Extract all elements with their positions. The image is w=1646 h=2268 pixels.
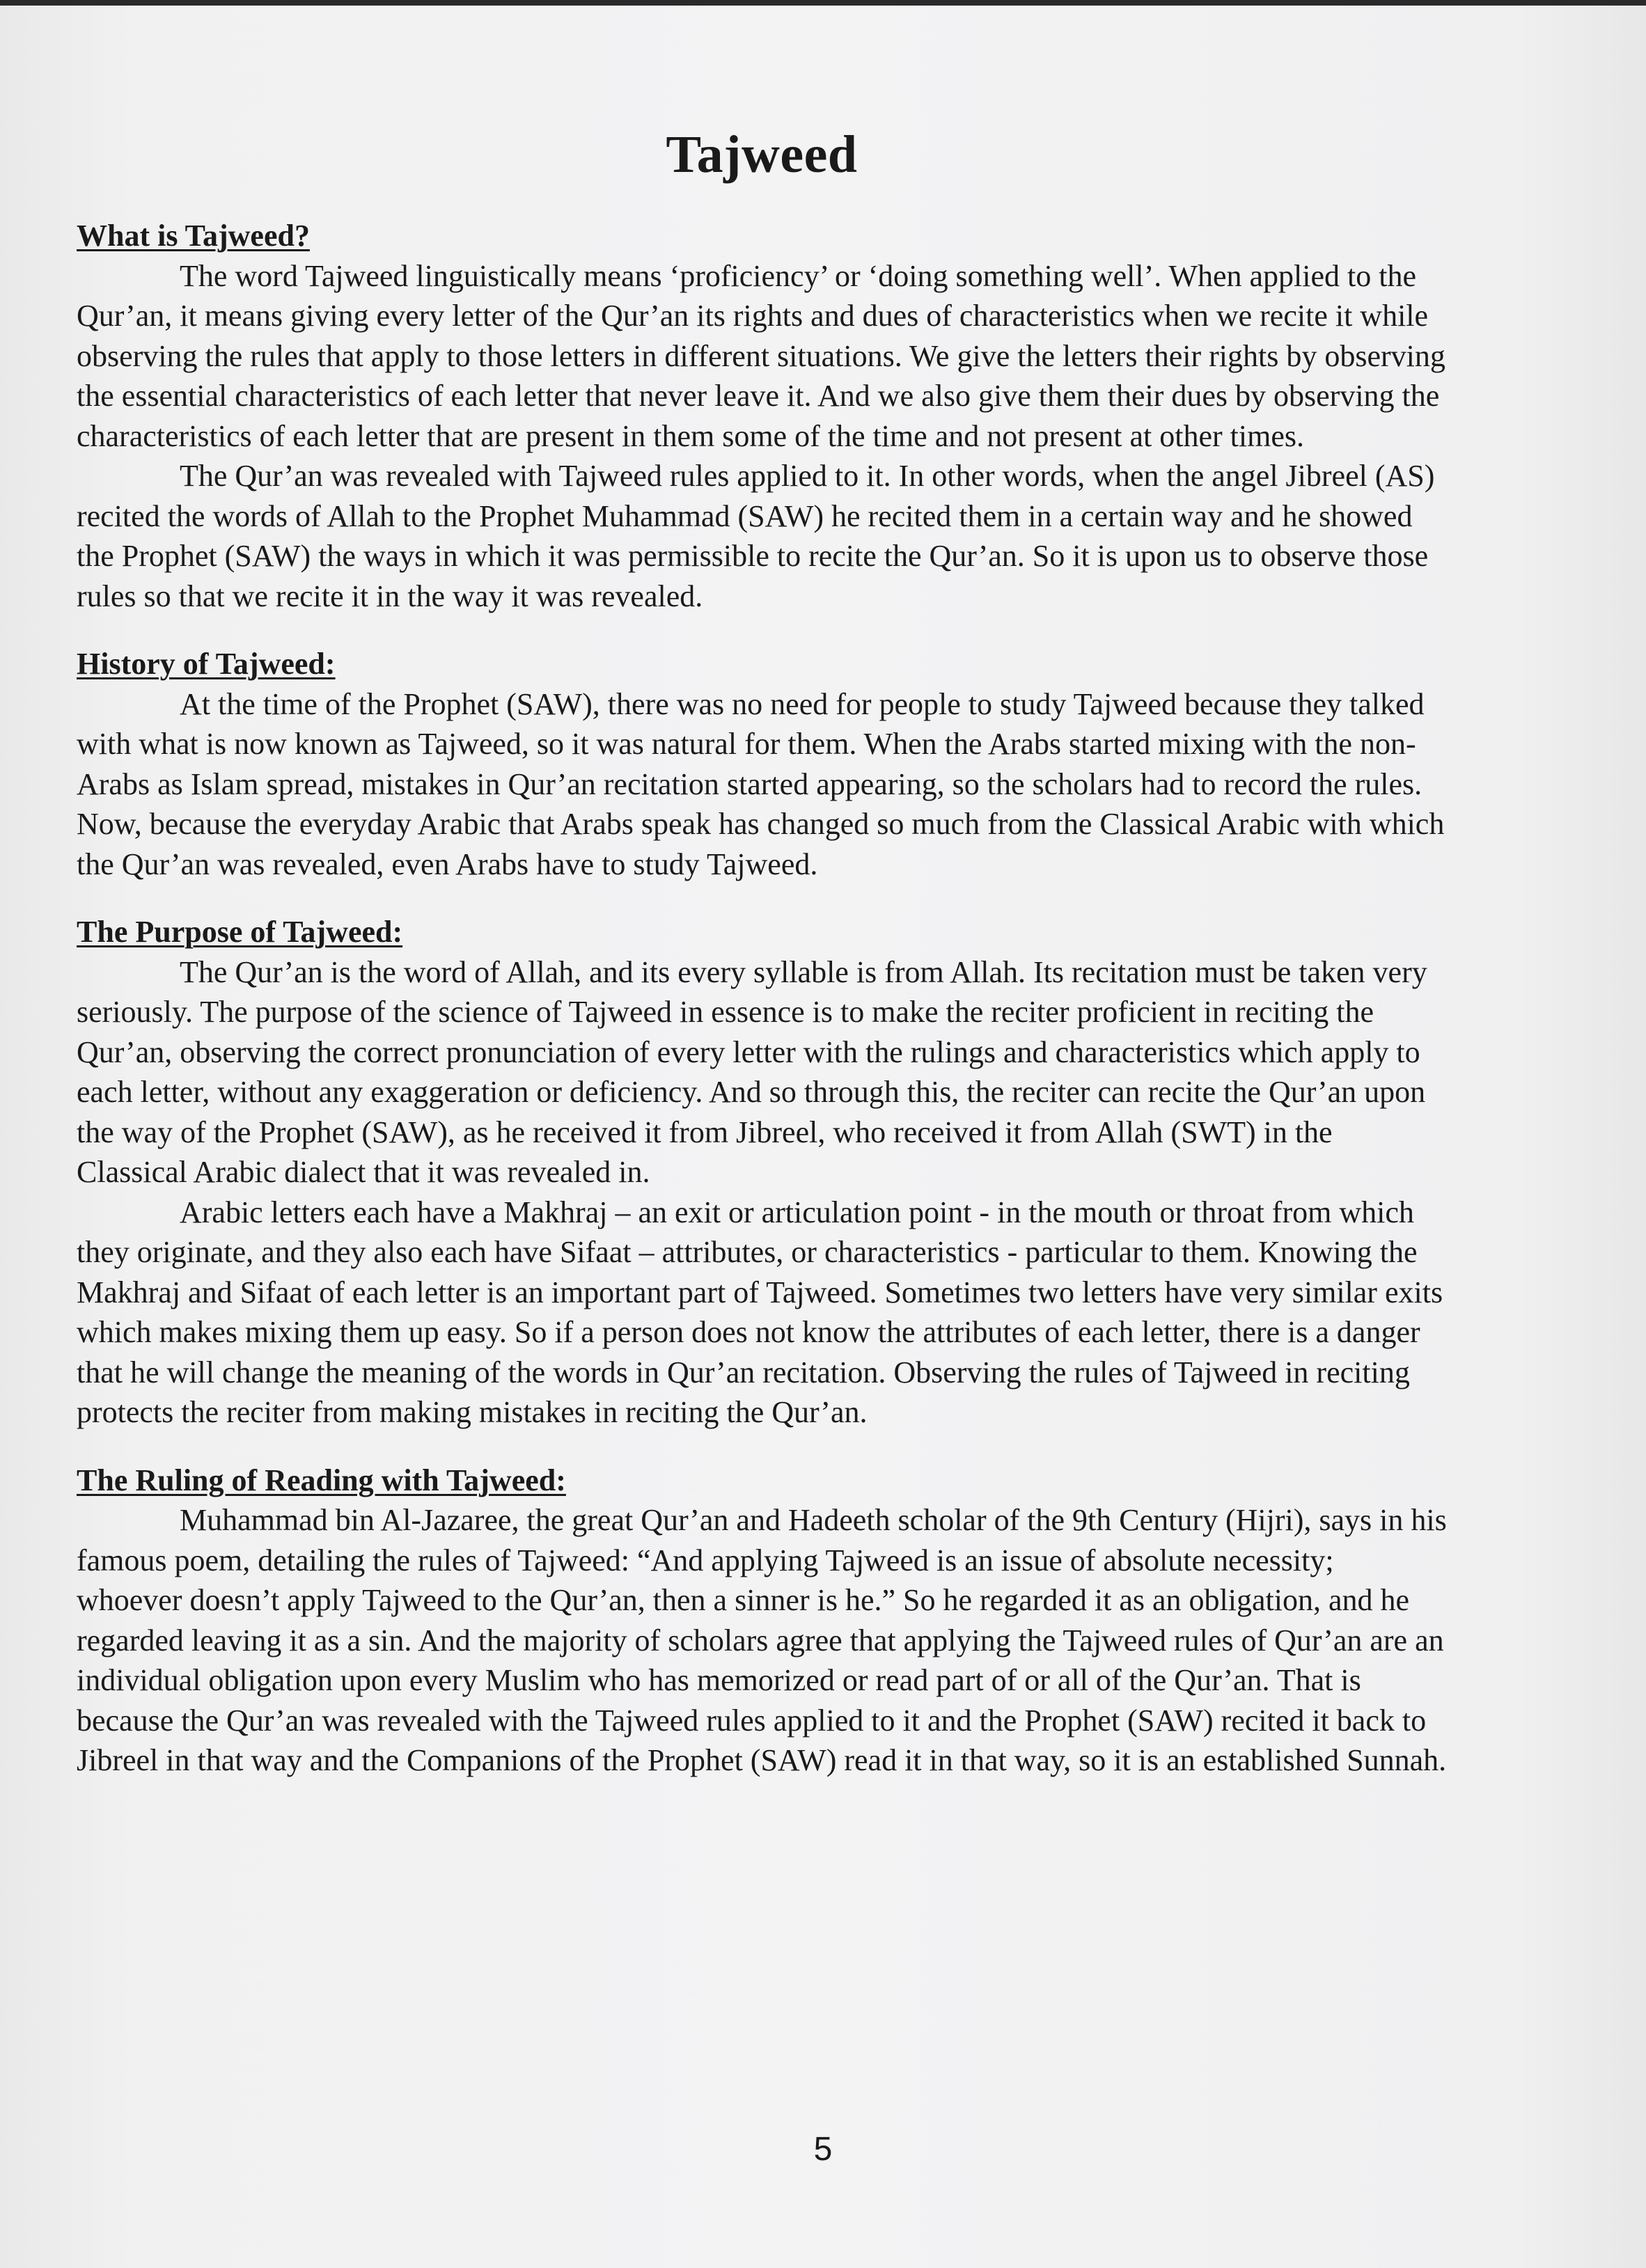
paragraph: Muhammad bin Al-Jazaree, the great Qur’an and Hadeeth scholar of the 9th Century (Hijri), says in his famous poem, detailing the rules of Tajweed: “And applying Tajweed is an issue of absolute necessity; whoever doesn’t apply Tajweed to the Qur’an, then a sinner is he.” So he regarded it as an obligation, and he regarded leaving it as a sin. And the majority of scholars agree that applying the Tajweed rules of Qur’an are an individual obligation upon every Muslim who has memorized or read part of or all of the Qur’an. That is because the Qur’an was revealed with the Tajweed rules applied to it and the Prophet (SAW) recited it back to Jibreel in that way and the Companions of the Prophet (SAW) read it in that way, so it is an established Sunnah. (77, 1503, 1447, 1777)
page-content (77, 120, 1447, 1809)
section-heading: The Purpose of Tajweed: (77, 915, 403, 949)
paragraph: The Qur’an is the word of Allah, and its every syllable is from Allah. Its recitation must be taken very seriously. The purpose of the science of Tajweed in essence is to make the reciter proficient in reciting the Qur’an, observing the correct pronunciation of every letter with the rulings and characteristics which apply to each letter, without any exaggeration or deficiency. And so through this, the reciter can recite the Qur’an upon the way of the Prophet (SAW), as he received it from Jibreel, who received it from Allah (SWT) in the Classical Arabic dialect that it was revealed in. (77, 954, 1427, 1189)
paragraph: The word Tajweed linguistically means ‘proficiency’ or ‘doing something well’. When applied to the Qur’an, it means giving every letter of the Qur’an its rights and dues of characteristics when we recite it while observing the rules that apply to those letters in different situations. We give the letters their rights by observing the essential characteristics of each letter that never leave it. And we also give them their dues by observing the characteristics of each letter that are present in them some of the time and not present at other times. (77, 258, 1445, 453)
paragraph: At the time of the Prophet (SAW), there was no need for people to study Tajweed because they talked with what is now known as Tajweed, so it was natural for them. When the Arabs started mixing with the non-Arabs as Islam spread, mistakes in Qur’an recitation started appearing, so the scholars had to record the rules. Now, because the everyday Arabic that Arabs speak has changed so much from the Classical Arabic with which the Qur’an was revealed, even Arabs have to study Tajweed. (77, 686, 1445, 881)
section-what-is-tajweed (77, 216, 1447, 616)
section-heading: What is Tajweed? (77, 219, 310, 253)
page-title: Tajweed (666, 125, 858, 184)
section-heading: History of Tajweed: (77, 647, 336, 681)
section-ruling-of-tajweed (77, 1460, 1447, 1781)
paragraph: The Qur’an was revealed with Tajweed rules applied to it. In other words, when the angel Jibreel (AS) recited the words of Allah to the Prophet Muhammad (SAW) he recited them in a certain way and he showed the Prophet (SAW) the ways in which it was permissible to recite the Qur’an. So it is upon us to observe those rules so that we recite it in the way it was revealed. (77, 459, 1435, 613)
scan-top-edge (0, 0, 1646, 6)
paragraph: Arabic letters each have a Makhraj – an exit or articulation point - in the mouth or throat from which they originate, and they also each have Sifaat – attributes, or characteristics - particular to them. Knowing the Makhraj and Sifaat of each letter is an important part of Tajweed. Sometimes two letters have very similar exits which makes mixing them up easy. So if a person does not know the attributes of each letter, there is a danger that he will change the meaning of the words in Qur’an recitation. Observing the rules of Tajweed in reciting protects the reciter from making mistakes in reciting the Qur’an. (77, 1195, 1443, 1429)
section-purpose-of-tajweed (77, 912, 1447, 1433)
section-heading: The Ruling of Reading with Tajweed: (77, 1463, 566, 1497)
section-history-of-tajweed (77, 644, 1447, 884)
page-number: 5 (813, 2131, 833, 2168)
